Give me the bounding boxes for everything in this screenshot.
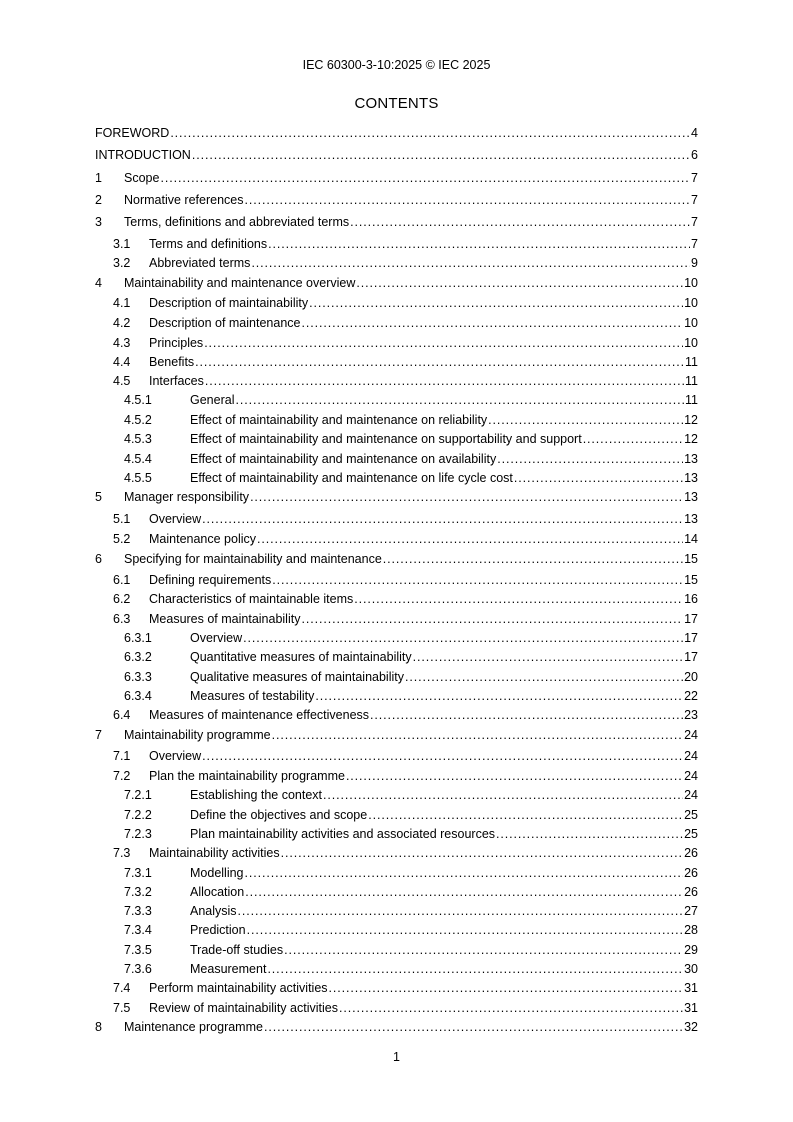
- toc-entry-title: Terms and definitions: [149, 237, 268, 251]
- toc-dot-leader: [368, 808, 683, 823]
- toc-entry-title: Effect of maintainability and maintenance on reliability: [190, 413, 488, 427]
- toc-entry-title: INTRODUCTION: [95, 148, 191, 162]
- toc-entry-title: Maintainability activities: [149, 846, 280, 860]
- toc-entry-title: Maintainability and maintenance overview: [124, 276, 356, 290]
- toc-dot-leader: [170, 126, 690, 141]
- toc-entry-title: Defining requirements: [149, 573, 272, 587]
- toc-entry-title: Description of maintenance: [149, 316, 301, 330]
- toc-entry[interactable]: [95, 592, 698, 607]
- toc-dot-leader: [488, 413, 683, 428]
- toc-entry[interactable]: [95, 769, 698, 784]
- toc-entry-title: Review of maintainability activities: [149, 1001, 338, 1015]
- toc-entry-number: 6.3.4: [124, 689, 152, 703]
- toc-entry-number: 3.2: [113, 256, 131, 270]
- toc-dot-leader: [583, 432, 683, 447]
- toc-dot-leader: [284, 943, 683, 958]
- toc-entry-title: Allocation: [190, 885, 245, 899]
- toc-entry[interactable]: [95, 276, 698, 291]
- toc-entry[interactable]: [95, 552, 698, 567]
- toc-entry-title: Normative references: [124, 193, 244, 207]
- toc-entry-number: 5.1: [113, 512, 131, 526]
- toc-entry-title: Measures of maintenance effectiveness: [149, 708, 370, 722]
- toc-dot-leader: [370, 708, 683, 723]
- toc-dot-leader: [238, 904, 684, 919]
- toc-entry-number: 6.4: [113, 708, 131, 722]
- toc-dot-leader: [383, 552, 683, 567]
- toc-entry[interactable]: [95, 708, 698, 723]
- toc-entry[interactable]: [95, 237, 698, 252]
- toc-entry-page: 12: [684, 432, 698, 446]
- toc-entry-title: Benefits: [149, 355, 195, 369]
- toc-dot-leader: [514, 471, 683, 486]
- toc-entry-page: 10: [684, 316, 698, 330]
- toc-dot-leader: [413, 650, 683, 665]
- toc-entry-title: Plan the maintainability programme: [149, 769, 345, 783]
- toc-dot-leader: [268, 237, 690, 252]
- toc-entry-page: 16: [684, 592, 698, 606]
- toc-entry-page: 13: [684, 452, 698, 466]
- toc-entry-page: 7: [691, 215, 698, 229]
- toc-entry-page: 25: [684, 808, 698, 822]
- toc-entry-page: 24: [684, 749, 698, 763]
- toc-entry[interactable]: [95, 490, 698, 505]
- toc-entry-title: Establishing the context: [190, 788, 323, 802]
- toc-entry-title: Quantitative measures of maintainability: [190, 650, 412, 664]
- toc-dot-leader: [247, 923, 684, 938]
- toc-entry-number: 4.5: [113, 374, 131, 388]
- toc-entry[interactable]: [95, 148, 698, 163]
- toc-entry-number: 6.3.2: [124, 650, 152, 664]
- toc-entry-number: 7.3.4: [124, 923, 152, 937]
- toc-dot-leader: [250, 490, 683, 505]
- toc-entry-page: 26: [684, 846, 698, 860]
- toc-entry-page: 24: [684, 728, 698, 742]
- toc-dot-leader: [301, 612, 683, 627]
- toc-entry-page: 13: [684, 490, 698, 504]
- toc-entry-title: Effect of maintainability and maintenance on availability: [190, 452, 497, 466]
- toc-entry-number: 7: [95, 728, 102, 742]
- toc-entry-number: 7.3.1: [124, 866, 152, 880]
- toc-entry-page: 4: [691, 126, 698, 140]
- toc-entry-title: Scope: [124, 171, 160, 185]
- toc-entry[interactable]: [95, 962, 698, 977]
- toc-entry-page: 14: [684, 532, 698, 546]
- toc-entry-title: Overview: [149, 749, 202, 763]
- toc-entry-page: 15: [684, 552, 698, 566]
- toc-entry-number: 6.2: [113, 592, 131, 606]
- toc-dot-leader: [497, 452, 683, 467]
- toc-entry-number: 4.5.1: [124, 393, 152, 407]
- toc-entry-page: 10: [684, 336, 698, 350]
- toc-dot-leader: [309, 296, 683, 311]
- toc-dot-leader: [267, 962, 683, 977]
- toc-dot-leader: [202, 749, 683, 764]
- toc-entry-page: 17: [684, 631, 698, 645]
- toc-dot-leader: [245, 885, 683, 900]
- toc-entry[interactable]: [95, 573, 698, 588]
- toc-entry-page: 26: [684, 866, 698, 880]
- toc-dot-leader: [264, 1020, 683, 1035]
- toc-entry-number: 7.3: [113, 846, 131, 860]
- toc-dot-leader: [301, 316, 683, 331]
- toc-dot-leader: [272, 573, 683, 588]
- toc-entry-page: 7: [691, 193, 698, 207]
- toc-entry-title: Plan maintainability activities and associated resources: [190, 827, 496, 841]
- toc-entry[interactable]: [95, 904, 698, 919]
- toc-entry-title: Maintenance programme: [124, 1020, 263, 1034]
- toc-entry[interactable]: [95, 215, 698, 230]
- toc-dot-leader: [243, 631, 683, 646]
- toc-entry-title: Abbreviated terms: [149, 256, 251, 270]
- toc-entry-number: 4: [95, 276, 102, 290]
- toc-entry-title: Modelling: [190, 866, 244, 880]
- toc-entry[interactable]: [95, 512, 698, 527]
- toc-entry-number: 5: [95, 490, 102, 504]
- toc-dot-leader: [235, 393, 684, 408]
- toc-entry-number: 1: [95, 171, 102, 185]
- toc-entry-number: 7.1: [113, 749, 131, 763]
- toc-entry-page: 13: [684, 471, 698, 485]
- toc-dot-leader: [192, 148, 690, 163]
- toc-entry-page: 11: [685, 393, 698, 407]
- toc-dot-leader: [251, 256, 690, 271]
- toc-entry-title: Maintenance policy: [149, 532, 257, 546]
- toc-entry-number: 7.4: [113, 981, 131, 995]
- toc-entry-page: 28: [684, 923, 698, 937]
- toc-entry-page: 26: [684, 885, 698, 899]
- toc-dot-leader: [323, 788, 683, 803]
- toc-entry[interactable]: [95, 749, 698, 764]
- toc-dot-leader: [339, 1001, 683, 1016]
- toc-entry-page: 11: [685, 355, 698, 369]
- toc-entry-page: 24: [684, 769, 698, 783]
- toc-entry-title: Analysis: [190, 904, 237, 918]
- toc-entry-title: Trade-off studies: [190, 943, 284, 957]
- toc-entry-page: 15: [684, 573, 698, 587]
- toc-entry-number: 7.2.1: [124, 788, 152, 802]
- toc-entry-page: 32: [684, 1020, 698, 1034]
- toc-entry[interactable]: [95, 256, 698, 271]
- toc-entry-number: 4.5.3: [124, 432, 152, 446]
- toc-entry-number: 7.2.2: [124, 808, 152, 822]
- toc-entry-number: 7.3.5: [124, 943, 152, 957]
- toc-dot-leader: [329, 981, 684, 996]
- toc-entry-number: 4.3: [113, 336, 131, 350]
- toc-entry-number: 7.3.3: [124, 904, 152, 918]
- toc-entry-number: 4.5.2: [124, 413, 152, 427]
- toc-entry-page: 10: [684, 296, 698, 310]
- toc-entry-page: 25: [684, 827, 698, 841]
- toc-entry-number: 8: [95, 1020, 102, 1034]
- toc-dot-leader: [272, 728, 684, 743]
- toc-entry[interactable]: [95, 631, 698, 646]
- toc-entry-page: 10: [684, 276, 698, 290]
- toc-entry-title: Measures of testability: [190, 689, 315, 703]
- toc-entry-page: 20: [684, 670, 698, 684]
- toc-entry-title: Description of maintainability: [149, 296, 309, 310]
- toc-entry-number: 4.5.4: [124, 452, 152, 466]
- toc-entry-title: FOREWORD: [95, 126, 170, 140]
- toc-entry-number: 6.3.3: [124, 670, 152, 684]
- toc-entry[interactable]: [95, 532, 698, 547]
- toc-entry[interactable]: [95, 413, 698, 428]
- toc-entry-page: 6: [691, 148, 698, 162]
- toc-entry[interactable]: [95, 689, 698, 704]
- toc-entry-title: Overview: [190, 631, 243, 645]
- toc-entry[interactable]: [95, 885, 698, 900]
- toc-entry-number: 7.3.2: [124, 885, 152, 899]
- toc-entry[interactable]: [95, 981, 698, 996]
- toc-entry-page: 13: [684, 512, 698, 526]
- toc-dot-leader: [257, 532, 683, 547]
- toc-entry[interactable]: [95, 788, 698, 803]
- toc-entry-page: 31: [684, 1001, 698, 1015]
- toc-entry[interactable]: [95, 612, 698, 627]
- toc-entry[interactable]: [95, 296, 698, 311]
- toc-entry-page: 24: [684, 788, 698, 802]
- toc-entry[interactable]: [95, 1020, 698, 1035]
- toc-entry-page: 7: [691, 171, 698, 185]
- toc-entry[interactable]: [95, 171, 698, 186]
- toc-entry[interactable]: [95, 1001, 698, 1016]
- toc-entry-title: Prediction: [190, 923, 246, 937]
- toc-dot-leader: [346, 769, 683, 784]
- toc-entry-number: 4.4: [113, 355, 131, 369]
- toc-entry-title: Interfaces: [149, 374, 204, 388]
- toc-entry-page: 22: [684, 689, 698, 703]
- toc-dot-leader: [202, 512, 683, 527]
- toc-entry-number: 4.1: [113, 296, 131, 310]
- toc-entry[interactable]: [95, 355, 698, 370]
- toc-entry[interactable]: [95, 393, 698, 408]
- toc-entry-title: Overview: [149, 512, 202, 526]
- toc-dot-leader: [315, 689, 683, 704]
- toc-entry[interactable]: [95, 943, 698, 958]
- toc-entry[interactable]: [95, 827, 698, 842]
- toc-dot-leader: [354, 592, 683, 607]
- toc-entry-number: 2: [95, 193, 102, 207]
- toc-entry[interactable]: [95, 728, 698, 743]
- toc-entry[interactable]: [95, 374, 698, 389]
- toc-entry-number: 6.3.1: [124, 631, 152, 645]
- toc-entry[interactable]: [95, 336, 698, 351]
- toc-entry-title: Measurement: [190, 962, 267, 976]
- toc-dot-leader: [245, 193, 691, 208]
- toc-entry-number: 3: [95, 215, 102, 229]
- page-number: 1: [393, 1050, 400, 1064]
- toc-entry-title: Terms, definitions and abbreviated terms: [124, 215, 350, 229]
- toc-entry-page: 31: [684, 981, 698, 995]
- toc-entry-title: General: [190, 393, 235, 407]
- toc-entry[interactable]: [95, 432, 698, 447]
- toc-entry-number: 4.5.5: [124, 471, 152, 485]
- toc-entry-title: Principles: [149, 336, 204, 350]
- toc-entry[interactable]: [95, 316, 698, 331]
- toc-entry-title: Qualitative measures of maintainability: [190, 670, 404, 684]
- toc-entry-page: 29: [684, 943, 698, 957]
- toc-entry-page: 9: [691, 256, 698, 270]
- toc-entry[interactable]: [95, 126, 698, 141]
- toc-entry-number: 5.2: [113, 532, 131, 546]
- toc-entry[interactable]: [95, 846, 698, 861]
- toc-entry-number: 7.2: [113, 769, 131, 783]
- toc-entry[interactable]: [95, 471, 698, 486]
- toc-entry-number: 7.2.3: [124, 827, 152, 841]
- toc-entry[interactable]: [95, 923, 698, 938]
- toc-entry-title: Manager responsibility: [124, 490, 250, 504]
- page-title: CONTENTS: [354, 95, 439, 112]
- toc-entry-number: 6.3: [113, 612, 131, 626]
- toc-entry-title: Perform maintainability activities: [149, 981, 328, 995]
- toc-entry-number: 6: [95, 552, 102, 566]
- toc-entry[interactable]: [95, 193, 698, 208]
- toc-entry-title: Characteristics of maintainable items: [149, 592, 354, 606]
- toc-entry-page: 7: [691, 237, 698, 251]
- toc-dot-leader: [195, 355, 684, 370]
- toc-entry-page: 23: [684, 708, 698, 722]
- toc-entry-number: 7.3.6: [124, 962, 152, 976]
- toc-dot-leader: [204, 336, 683, 351]
- toc-dot-leader: [281, 846, 683, 861]
- toc-dot-leader: [205, 374, 684, 389]
- toc-entry-number: 4.2: [113, 316, 131, 330]
- toc-entry-page: 17: [684, 650, 698, 664]
- toc-entry-page: 27: [684, 904, 698, 918]
- toc-entry-number: 3.1: [113, 237, 131, 251]
- toc-entry-page: 12: [684, 413, 698, 427]
- document-header: IEC 60300-3-10:2025 © IEC 2025: [302, 58, 491, 72]
- toc-entry-page: 30: [684, 962, 698, 976]
- toc-entry[interactable]: [95, 866, 698, 881]
- toc-dot-leader: [160, 171, 690, 186]
- toc-entry-title: Effect of maintainability and maintenance on life cycle cost: [190, 471, 513, 485]
- toc-dot-leader: [245, 866, 684, 881]
- toc-entry-page: 11: [685, 374, 698, 388]
- toc-entry-title: Effect of maintainability and maintenance on supportability and support: [190, 432, 582, 446]
- toc-dot-leader: [496, 827, 683, 842]
- toc-dot-leader: [356, 276, 683, 291]
- toc-entry[interactable]: [95, 670, 698, 685]
- toc-entry-title: Specifying for maintainability and maintenance: [124, 552, 382, 566]
- toc-entry-title: Define the objectives and scope: [190, 808, 368, 822]
- toc-entry[interactable]: [95, 808, 698, 823]
- toc-entry[interactable]: [95, 650, 698, 665]
- toc-entry-title: Maintainability programme: [124, 728, 271, 742]
- toc-dot-leader: [350, 215, 690, 230]
- table-of-contents: [95, 0, 698, 1122]
- toc-entry-number: 6.1: [113, 573, 131, 587]
- toc-entry[interactable]: [95, 452, 698, 467]
- toc-dot-leader: [405, 670, 683, 685]
- toc-entry-number: 7.5: [113, 1001, 131, 1015]
- toc-entry-title: Measures of maintainability: [149, 612, 301, 626]
- toc-entry-page: 17: [684, 612, 698, 626]
